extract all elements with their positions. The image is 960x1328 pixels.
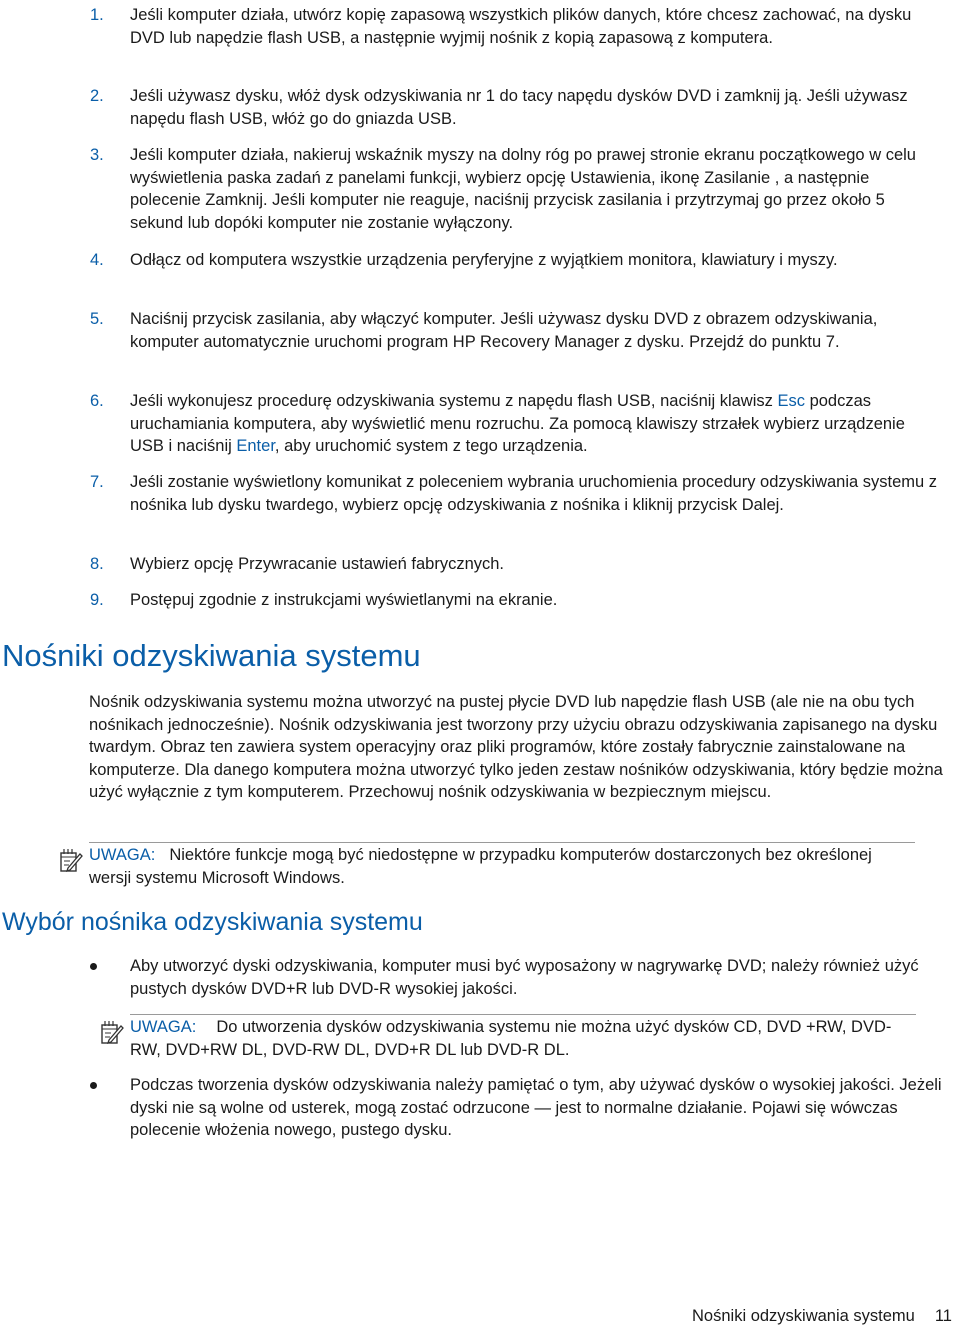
step-7: [90, 471, 940, 516]
key-enter: Enter: [236, 437, 275, 456]
step-3: [90, 144, 940, 234]
step-text: Jeśli wykonujesz procedurę odzyskiwania systemu z napędu flash USB, naciśnij klawisz Esc podczas uruchamiania komputera, aby wyświetlić menu rozruchu. Za pomocą klawiszy strzałek wybierz urządzenie USB i naciśnij Enter, aby uruchomić system z tego urządzenia.: [130, 392, 905, 456]
key-esc: Esc: [777, 392, 805, 410]
ui-term-dalej: Dalej: [741, 495, 780, 514]
step-text: Naciśnij przycisk zasilania, aby włączyć komputer. Jeśli używasz dysku DVD z obrazem odzyskiwania, komputer automatycznie uruchomi program HP Recovery Manager z dysku. Przejdź do punktu 7.: [130, 310, 878, 351]
step-2: [90, 85, 940, 130]
bullet-dot-icon: [90, 963, 97, 970]
step-text: Postępuj zgodnie z instrukcjami wyświetlanymi na ekranie.: [130, 591, 558, 609]
step-text: Jeśli używasz dysku, włóż dysk odzyskiwania nr 1 do tacy napędu dysków DVD i zamknij ją. Jeśli używasz napędu flash USB, włóż go do gniazda USB.: [130, 87, 908, 128]
bullet-dot-icon: [90, 1082, 97, 1089]
step-number: 7.: [90, 473, 104, 491]
section-paragraph: Nośnik odzyskiwania systemu można utworzyć na pustej płycie DVD lub napędzie flash USB (ale nie na obu tych nośnikach jednocześnie). Nośnik odzyskiwania jest tworzony przy użyciu obrazu odzyskiwania zapisanego na dysku twardym. Obraz ten zawiera system operacyjny oraz pliki programów, które zostały fabrycznie zainstalowane na komputerze. Dla danego komputera można utworzyć tylko jeden zestaw nośników odzyskiwania, który będzie można użyć wyłącznie z tym komputerem. Przechowuj nośnik odzyskiwania w bezpiecznym miejscu.: [89, 693, 943, 802]
bullet-item: [90, 1074, 950, 1142]
step-number: 6.: [90, 392, 104, 410]
emphasis-term: nie można: [554, 1018, 631, 1036]
footer-title: Nośniki odzyskiwania systemu: [692, 1307, 915, 1325]
step-6: [90, 390, 940, 458]
step-text: Jeśli zostanie wyświetlony komunikat z poleceniem wybrania uruchomienia procedury odzyskiwania systemu z nośnika lub dysku twardego, wybierz opcję odzyskiwania z nośnika i kliknij przycisk Dalej.: [130, 473, 938, 514]
emphasis-term: wyłącznie: [127, 783, 200, 802]
ui-term-zasilanie: Zasilanie: [704, 168, 771, 187]
section-title: Nośniki odzyskiwania systemu: [2, 638, 421, 673]
bullet-text: Aby utworzyć dyski odzyskiwania, komputer musi być wyposażony w nagrywarkę DVD; należy również użyć pustych dysków DVD+R lub DVD-R wysokiej jakości.: [130, 957, 919, 998]
step-text: Odłącz od komputera wszystkie urządzenia peryferyjne z wyjątkiem monitora, klawiatury i myszy.: [130, 251, 838, 269]
note-box: [89, 842, 915, 889]
step-8: [90, 553, 940, 576]
note-text: UWAGA: Do utworzenia dysków odzyskiwania systemu nie można użyć dysków CD, DVD +RW, DVD-RW, DVD+RW DL, DVD-RW DL, DVD+R DL lub DVD-R DL.: [130, 1018, 892, 1059]
note-box: [130, 1014, 916, 1061]
page-footer: [692, 1305, 952, 1328]
step-number: 3.: [90, 146, 104, 164]
step-number: 2.: [90, 87, 104, 105]
step-4: [90, 249, 940, 272]
step-text: Jeśli komputer działa, utwórz kopię zapasową wszystkich plików danych, które chcesz zachować, na dysku DVD lub napędzie flash USB, a następnie wyjmij nośnik z kopią zapasową z komputera.: [130, 6, 912, 47]
step-number: 9.: [90, 591, 104, 609]
step-text: Jeśli komputer działa, nakieruj wskaźnik myszy na dolny róg po prawej stronie ekranu początkowego w celu wyświetlenia paska zadań z panelami funkcji, wybierz opcję Ustawienia, ikonę Zasilanie , a następnie polecenie Zamknij. Jeśli komputer nie reaguje, naciśnij przycisk zasilania i przytrzymaj go przez około 5 sekund lub dopóki komputer nie zostanie wyłączony.: [130, 146, 916, 232]
step-number: 1.: [90, 6, 104, 24]
note-text: UWAGA: Niektóre funkcje mogą być niedostępne w przypadku komputerów dostarczonych bez określonej wersji systemu Microsoft Windows.: [89, 846, 872, 887]
step-1: [90, 4, 940, 49]
step-9: [90, 589, 940, 612]
subsection-title: Wybór nośnika odzyskiwania systemu: [2, 908, 423, 936]
step-number: 5.: [90, 310, 104, 328]
page-number: 11: [934, 1307, 952, 1325]
bullet-text: Podczas tworzenia dysków odzyskiwania należy pamiętać o tym, aby używać dysków o wysokiej jakości. Jeżeli dyski nie są wolne od usterek, mogą zostać odrzucone — jest to normalne działanie. Pojawi się wówczas polecenie włożenia nowego, pustego dysku.: [130, 1076, 942, 1140]
note-pencil-icon: [100, 1019, 124, 1052]
step-5: [90, 308, 940, 353]
step-text: Wybierz opcję Przywracanie ustawień fabrycznych.: [130, 555, 505, 573]
ui-term-ustawienia: Ustawienia: [570, 168, 651, 187]
step-number: 8.: [90, 555, 104, 573]
ui-term-zamknij: Zamknij: [205, 191, 263, 210]
bullet-item: [90, 955, 950, 1000]
step-number: 4.: [90, 251, 104, 269]
note-label: UWAGA:: [89, 846, 156, 864]
ui-term-przywracanie: Przywracanie ustawień fabrycznych: [238, 555, 500, 573]
note-label: UWAGA:: [130, 1018, 197, 1036]
note-pencil-icon: [59, 847, 83, 880]
